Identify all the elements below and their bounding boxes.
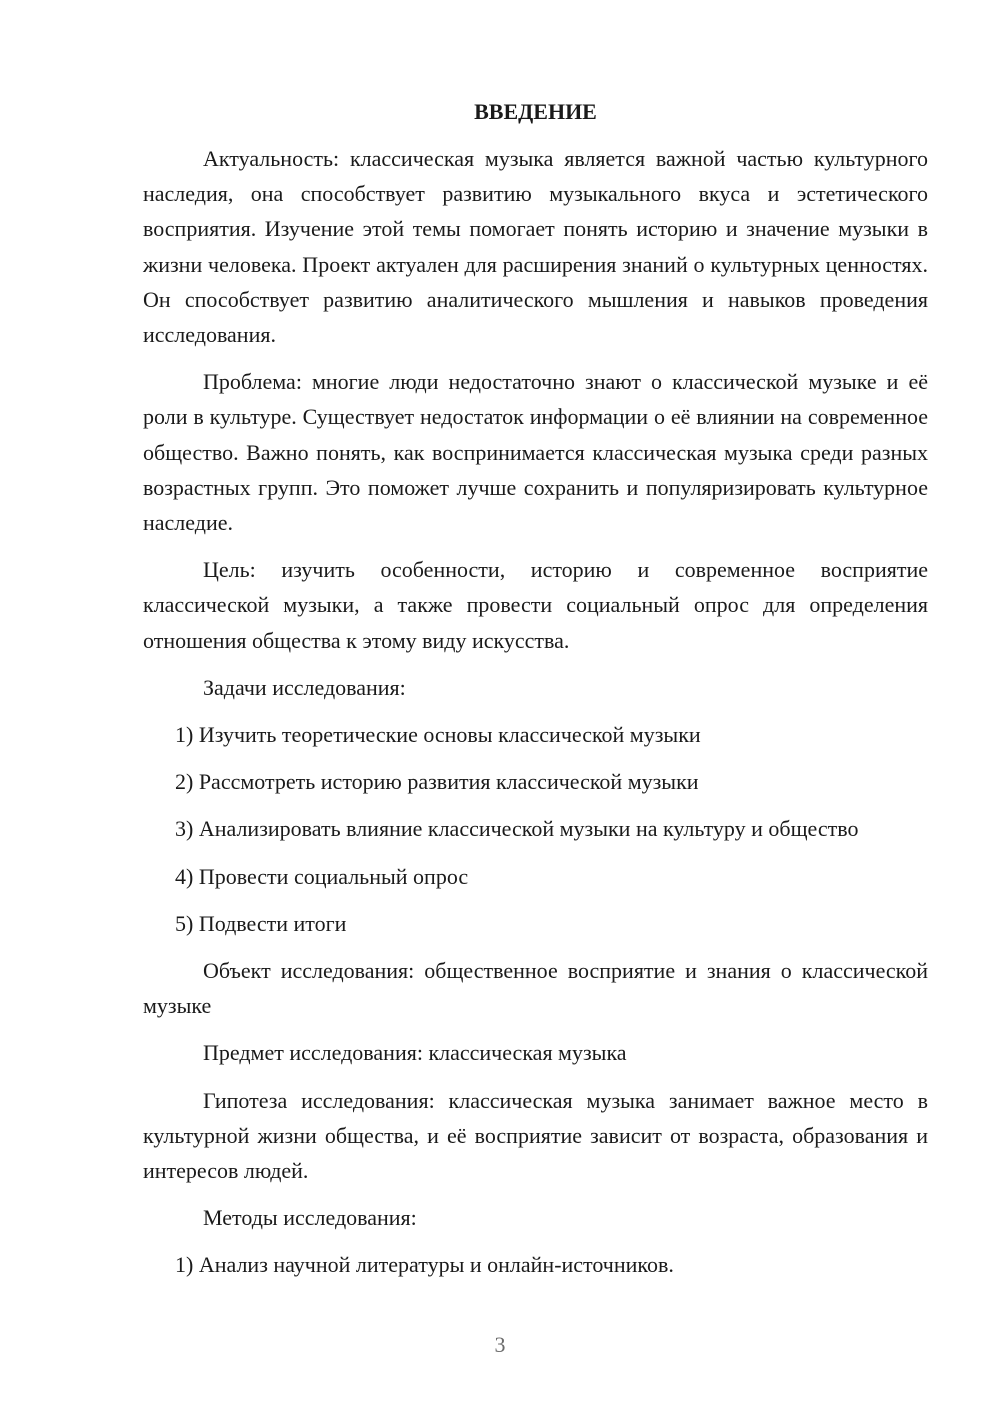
paragraph-subject: Предмет исследования: классическая музыка	[203, 1040, 627, 1066]
task-item: 2) Рассмотреть историю развития классической музыки	[175, 769, 699, 795]
method-item: 1) Анализ научной литературы и онлайн-источников.	[175, 1252, 674, 1278]
paragraph-object: Объект исследования: общественное восприятие и знания о классической музыке	[143, 958, 928, 1019]
tasks-heading: Задачи исследования:	[203, 674, 406, 700]
page-content	[143, 94, 928, 1295]
paragraph-hypothesis: Гипотеза исследования: классическая музыка занимает важное место в культурной жизни общества, и её восприятие зависит от возраста, образования и интересов людей.	[143, 1087, 928, 1184]
task-item: 1) Изучить теоретические основы классической музыки	[175, 722, 701, 748]
paragraph-problem: Проблема: многие люди недостаточно знают о классической музыке и её роли в культуре. Существует недостаток информации о её влиянии на современное общество. Важно понять, как воспринимается классическая музыка среди разных возрастных групп. Это поможет лучше сохранить и популяризировать культурное наследие.	[143, 369, 928, 536]
task-item: 3) Анализировать влияние классической музыки на культуру и общество	[175, 816, 859, 842]
task-item: 5) Подвести итоги	[175, 910, 347, 936]
section-title: ВВЕДЕНИЕ	[474, 99, 597, 124]
paragraph-relevance: Актуальность: классическая музыка является важной частью культурного наследия, она способствует развитию музыкального вкуса и эстетического восприятия. Изучение этой темы помогает понять историю и значение музыки в жизни человека. Проект актуален для расширения знаний о культурных ценностях. Он способствует развитию аналитического мышления и навыков проведения исследования.	[143, 146, 928, 348]
paragraph-goal: Цель: изучить особенности, историю и современное восприятие классической музыки, а также провести социальный опрос для определения отношения общества к этому виду искусства.	[143, 557, 928, 653]
page-number: 3	[494, 1332, 506, 1357]
task-item: 4) Провести социальный опрос	[175, 863, 469, 889]
methods-heading: Методы исследования:	[203, 1205, 417, 1231]
